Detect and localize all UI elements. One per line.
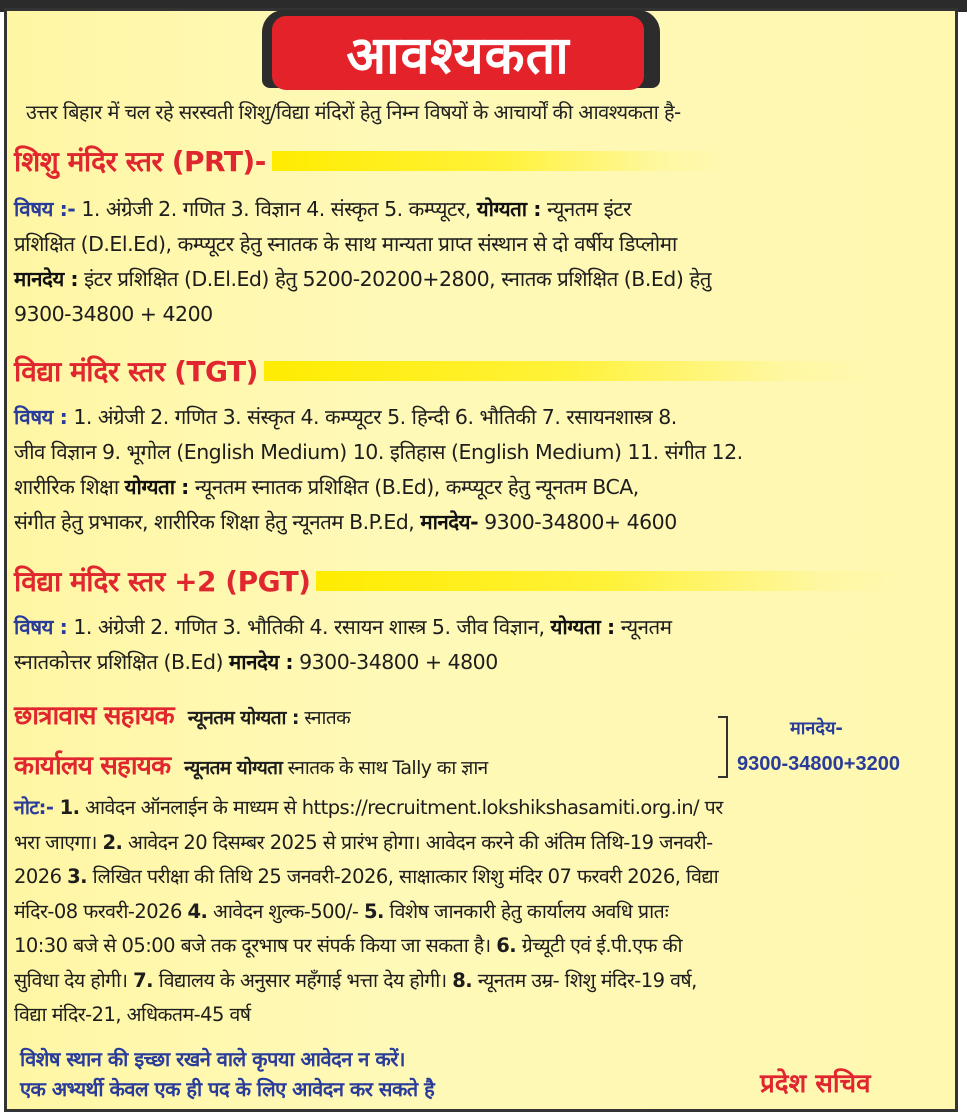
post-office-assistant: [14, 746, 488, 782]
note-text: विद्या मंदिर-21, अधिकतम-45 वर्ष: [14, 1003, 251, 1026]
section-title: शिशु मंदिर स्तर (PRT)-: [14, 145, 266, 178]
post-title: छात्रावास सहायक: [14, 701, 174, 731]
section-body-pgt: [14, 610, 944, 680]
body-text: इंटर प्रशिक्षित (D.El.Ed) हेतु 5200-20200+2800, स्नातक प्रशिक्षित (B.Ed) हेतु: [78, 267, 711, 291]
label-qualification: योग्यता :: [476, 197, 541, 221]
body-text: न्यूनतम स्नातक प्रशिक्षित (B.Ed), कम्प्यूटर हेतु न्यूनतम BCA,: [188, 475, 639, 499]
label-subject: विषय :: [14, 615, 68, 639]
post-title: कार्यालय सहायक: [14, 751, 171, 781]
note-text: आवेदन 20 दिसम्बर 2025 से प्रारंभ होगा। आवेदन करने की अंतिम तिथि-19 जनवरी-: [122, 830, 713, 854]
body-line: [14, 505, 944, 540]
body-line: [14, 470, 944, 505]
footer-line-1: विशेष स्थान की इच्छा रखने वाले कृपया आवेदन न करें।: [20, 1047, 405, 1071]
qualification-value: स्नातक: [298, 707, 351, 729]
note-text: आवेदन शुल्क-500/-: [207, 899, 365, 923]
title-banner: [262, 10, 660, 90]
note-number: 3.: [67, 865, 87, 888]
note-line: [14, 895, 944, 930]
label-qualification: योग्यता :: [550, 615, 615, 639]
banner-title: आवश्यकता: [272, 16, 644, 90]
body-text: 9300-34800 + 4200: [14, 302, 213, 326]
note-text: 10:30 बजे से 05:00 बजे तक दूरभाष पर संपर्क किया जा सकता है।: [14, 934, 497, 957]
note-label: नोट:-: [14, 796, 60, 819]
body-text: जीव विज्ञान 9. भूगोल (English Medium) 10. इतिहास (English Medium) 11. संगीत 12.: [14, 440, 743, 464]
post-hostel-assistant: [14, 696, 350, 732]
section-heading-tgt: [14, 352, 874, 390]
post-qualification: [184, 754, 487, 780]
note-text: सुविधा देय होगी।: [14, 968, 134, 992]
label-subject: विषय :: [14, 405, 68, 429]
body-text: स्नातकोत्तर प्रशिक्षित (B.Ed): [14, 650, 230, 674]
body-text: 1. अंग्रेजी 2. गणित 3. संस्कृत 4. कम्प्यूटर 5. हिन्दी 6. भौतिकी 7. रसायनशास्त्र 8.: [67, 405, 677, 429]
body-text: 1. अंग्रेजी 2. गणित 3. भौतिकी 4. रसायन शास्त्र 5. जीव विज्ञान,: [67, 615, 551, 639]
note-line: [14, 929, 944, 964]
section-title: विद्या मंदिर स्तर +2 (PGT): [14, 565, 311, 598]
body-line: [14, 400, 944, 435]
post-qualification: [188, 704, 350, 730]
qualification-label: न्यूनतम योग्यता :: [187, 707, 299, 729]
note-line: [14, 998, 944, 1033]
note-number: 1.: [59, 796, 80, 819]
intro-text: उत्तर बिहार में चल रहे सरस्वती शिशु/विद्या मंदिरों हेतु निम्न विषयों के आचार्यों की आवश्यकता है-: [26, 100, 681, 124]
note-line: [14, 791, 944, 826]
label-subject: विषय :-: [14, 197, 76, 221]
label-honorarium: मानदेय-: [420, 510, 479, 534]
label-qualification: योग्यता :: [124, 475, 189, 499]
note-text: भरा जाएगा।: [14, 830, 103, 854]
note-text: ग्रेच्यूटी एवं ई.पी.एफ की: [516, 934, 683, 957]
section-body-tgt: [14, 400, 944, 540]
note-number: 6.: [496, 934, 517, 957]
body-text: प्रशिक्षित (D.El.Ed), कम्प्यूटर हेतु स्नातक के साथ मान्यता प्राप्त संस्थान से दो वर्षीय डिप्लोमा: [14, 232, 677, 256]
note-text: लिखित परीक्षा की तिथि 25 जनवरी-2026, साक्षात्कार शिशु मंदिर 07 फरवरी 2026, विद्या: [86, 865, 719, 888]
label-honorarium: मानदेय :: [14, 267, 79, 291]
section-heading-prt: [14, 142, 732, 180]
note-number: 7.: [133, 968, 154, 992]
footer-line-2: एक अभ्यर्थी केवल एक ही पद के लिए आवेदन कर सकते है: [20, 1077, 435, 1101]
highlight-bar: [316, 571, 906, 591]
label-honorarium: मानदेय :: [229, 650, 294, 674]
body-line: [14, 227, 944, 262]
body-line: [14, 297, 944, 332]
body-line: [14, 645, 944, 680]
assistant-honorarium-value: 9300-34800+3200: [737, 753, 900, 775]
body-text: 1. अंग्रेजी 2. गणित 3. विज्ञान 4. संस्कृत 5. कम्प्यूटर,: [75, 197, 477, 221]
highlight-bar: [272, 151, 732, 171]
note-number: 2.: [102, 830, 123, 854]
qualification-label: न्यूनतम योग्यता: [184, 757, 283, 779]
note-text: विद्यालय के अनुसार महँगाई भत्ता देय होगी।: [153, 968, 453, 992]
notes-block: [14, 791, 944, 1033]
note-text: मंदिर-08 फरवरी-2026: [14, 899, 188, 923]
section-body-prt: [14, 192, 944, 332]
body-line: [14, 192, 944, 227]
note-line: [14, 860, 944, 895]
note-line: [14, 826, 944, 861]
body-line: [14, 610, 944, 645]
body-line: [14, 262, 944, 297]
body-text: न्यूनतम इंटर: [540, 197, 632, 221]
note-text: न्यूनतम उम्र- शिशु मंदिर-19 वर्ष,: [472, 968, 697, 992]
note-number: 4.: [187, 899, 208, 923]
highlight-bar: [264, 361, 874, 381]
note-number: 5.: [364, 899, 384, 923]
section-title: विद्या मंदिर स्तर (TGT): [14, 355, 258, 388]
body-text: 9300-34800+ 4600: [478, 510, 677, 534]
assistant-honorarium-label: मानदेय-: [790, 718, 843, 739]
note-line: [14, 964, 944, 999]
note-number: 8.: [452, 968, 473, 992]
section-heading-pgt: [14, 562, 906, 600]
qualification-value: स्नातक के साथ Tally का ज्ञान: [282, 757, 488, 779]
note-text: आवेदन ऑनलाईन के माध्यम से https://recruitment.lokshikshasamiti.org.in/ पर: [79, 796, 723, 819]
note-text: 2026: [14, 865, 68, 888]
signature: प्रदेश सचिव: [760, 1069, 871, 1099]
body-text: 9300-34800 + 4800: [293, 650, 498, 674]
footer-notice: [20, 1044, 434, 1104]
body-text: संगीत हेतु प्रभाकर, शारीरिक शिक्षा हेतु न्यूनतम B.P.Ed,: [14, 510, 421, 534]
body-text: शारीरिक शिक्षा: [14, 475, 125, 499]
body-text: न्यूनतम: [614, 615, 672, 639]
note-text: विशेष जानकारी हेतु कार्यालय अवधि प्रातः: [383, 899, 669, 923]
bracket-divider: [718, 716, 728, 778]
body-line: [14, 435, 944, 470]
